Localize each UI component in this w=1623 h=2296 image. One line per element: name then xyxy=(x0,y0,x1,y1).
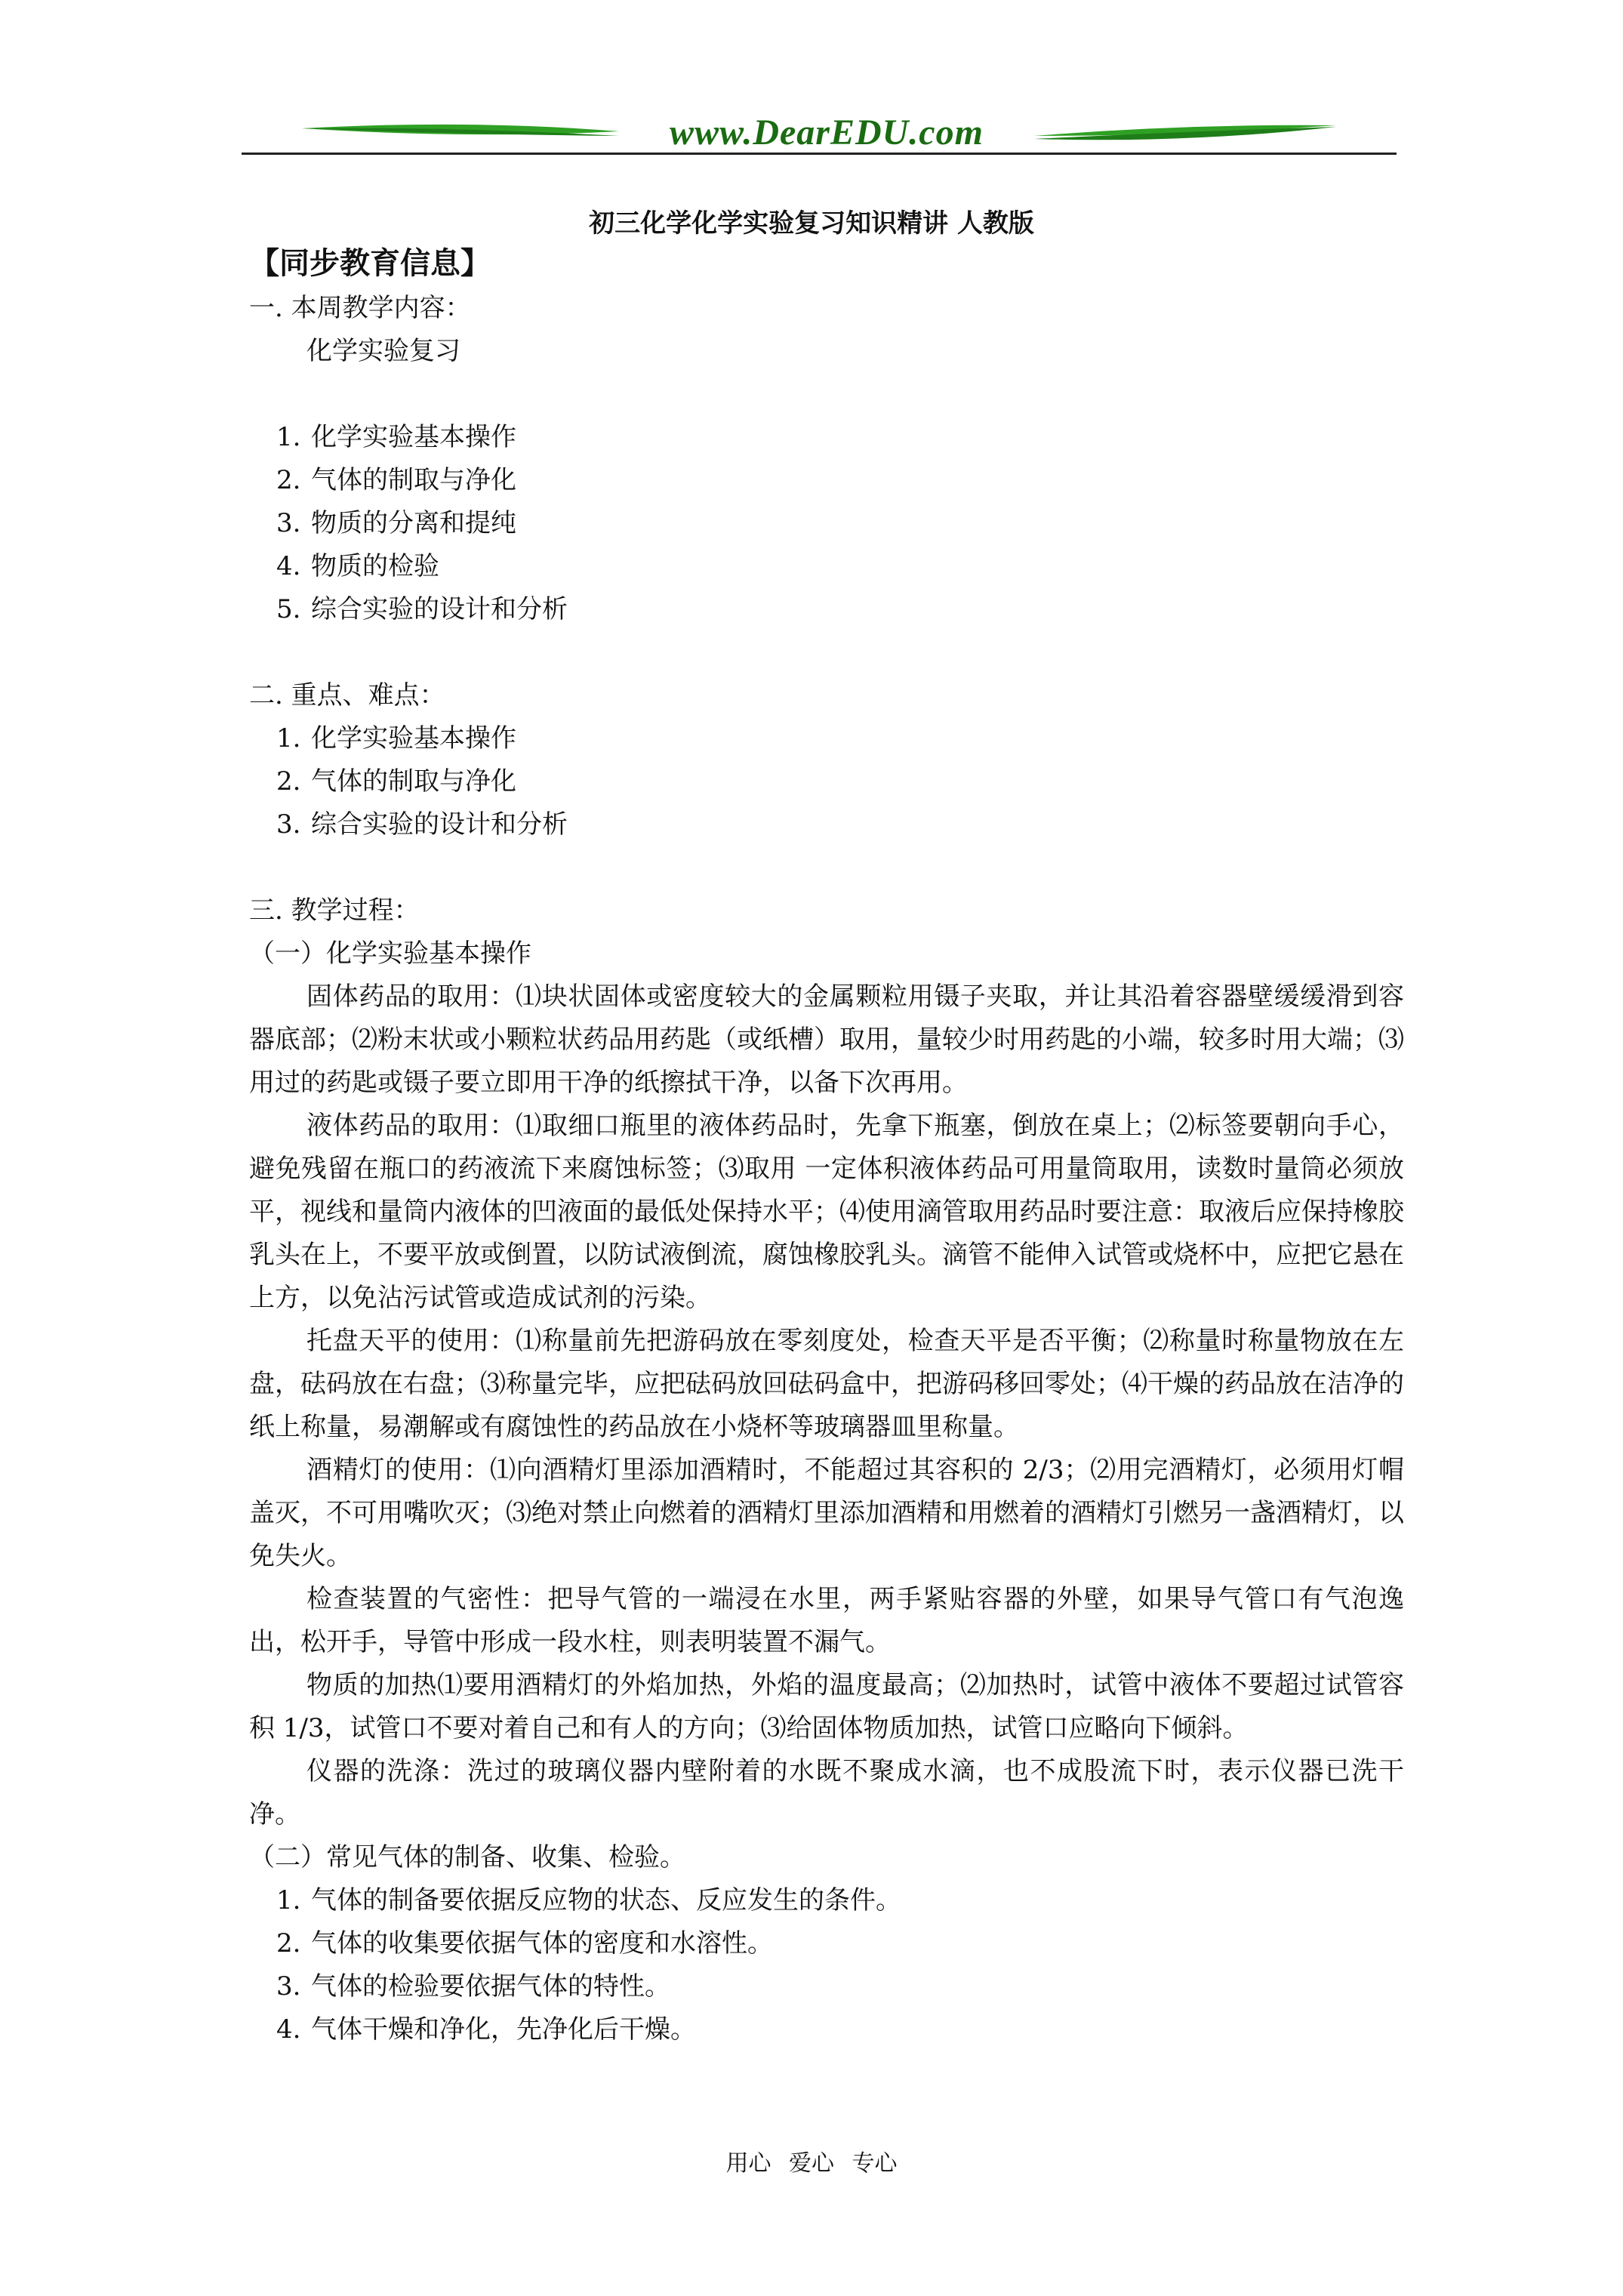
spacer xyxy=(249,631,1404,674)
paragraph: 酒精灯的使用：⑴向酒精灯里添加酒精时，不能超过其容积的 2/3；⑵用完酒精灯，必须用灯帽盖灭，不可用嘴吹灭；⑶绝对禁止向燃着的酒精灯里添加酒精和用燃着的酒精灯引燃另一盏酒精灯，以免失火。 xyxy=(249,1455,1404,1571)
list-item: 2. 气体的制取与净化 xyxy=(276,465,516,495)
paragraph: 物质的加热⑴要用酒精灯的外焰加热，外焰的温度最高；⑵加热时，试管中液体不要超过试管容积 1/3，试管口不要对着自己和有人的方向；⑶给固体物质加热，试管口应略向下倾斜。 xyxy=(249,1670,1404,1743)
paragraph: 液体药品的取用：⑴取细口瓶里的液体药品时，先拿下瓶塞，倒放在桌上；⑵标签要朝向手心，避免残留在瓶口的药液流下来腐蚀标签；⑶取用 一定体积液体药品可用量筒取用，读数时量筒必须放平，视线和量筒内液体的凹液面的最低处保持水平；⑷使用滴管取用药品时要注意：取液后应保持橡胶乳头在上，不要平放或倒置，以防试液倒流，腐蚀橡胶乳头。滴管不能伸入试管或烧杯中，应把它悬在上方，以免沾污试管或造成试剂的污染。 xyxy=(249,1111,1404,1313)
list-item: 1. 化学实验基本操作 xyxy=(276,723,516,754)
paragraph: 托盘天平的使用：⑴称量前先把游码放在零刻度处，检查天平是否平衡；⑵称量时称量物放在左盘，砝码放在右盘；⑶称量完毕，应把砝码放回砝码盒中，把游码移回零处；⑷干燥的药品放在洁净的纸上称量，易潮解或有腐蚀性的药品放在小烧杯等玻璃器皿里称量。 xyxy=(249,1326,1404,1442)
list-item: 2. 气体的收集要依据气体的密度和水溶性。 xyxy=(276,1928,773,1959)
paragraph: 仪器的洗涤：洗过的玻璃仪器内壁附着的水既不聚成水滴，也不成股流下时，表示仪器已洗干净。 xyxy=(249,1756,1404,1829)
spacer xyxy=(249,373,1404,416)
list-item: 5. 综合实验的设计和分析 xyxy=(276,594,568,624)
list-item: 4. 气体干燥和净化，先净化后干燥。 xyxy=(276,2014,696,2045)
list-item: 3. 物质的分离和提纯 xyxy=(276,508,516,538)
header-banner xyxy=(242,113,1397,159)
part1-heading: 一. 本周教学内容： xyxy=(249,293,471,323)
section-heading: 【同步教育信息】 xyxy=(249,245,491,281)
part2-heading: 二. 重点、难点： xyxy=(249,680,445,710)
page-footer: 用心 爱心 专心 xyxy=(725,2150,898,2177)
page-title: 初三化学化学实验复习知识精讲 人教版 xyxy=(589,208,1034,239)
list-item: 3. 综合实验的设计和分析 xyxy=(276,809,568,840)
part3-subsection-1: （一）化学实验基本操作 xyxy=(249,938,531,969)
paragraph: 检查装置的气密性：把导气管的一端浸在水里，两手紧贴容器的外壁，如果导气管口有气泡逸出，松开手，导管中形成一段水柱，则表明装置不漏气。 xyxy=(249,1584,1404,1657)
paragraph: 固体药品的取用：⑴块状固体或密度较大的金属颗粒用镊子夹取，并让其沿着容器壁缓缓滑到容器底部；⑵粉末状或小颗粒状药品用药匙（或纸槽）取用，量较少时用药匙的小端，较多时用大端；⑶用过的药匙或镊子要立即用干净的纸擦拭干净，以备下次再用。 xyxy=(249,982,1404,1098)
list-item: 1. 气体的制备要依据反应物的状态、反应发生的条件。 xyxy=(276,1885,901,1915)
header-rule xyxy=(242,153,1397,155)
list-item: 1. 化学实验基本操作 xyxy=(276,422,516,452)
part2-list xyxy=(249,717,1404,846)
spacer xyxy=(249,846,1404,889)
part3-list xyxy=(249,1879,1404,2051)
list-item: 3. 气体的检验要依据气体的特性。 xyxy=(276,1971,670,2002)
part3-heading: 三. 教学过程： xyxy=(249,895,420,926)
part3-subsection-2: （二）常见气体的制备、收集、检验。 xyxy=(249,1842,685,1872)
part1-subheading: 化学实验复习 xyxy=(306,336,460,366)
part1-list xyxy=(249,416,1404,631)
list-item: 2. 气体的制取与净化 xyxy=(276,766,516,797)
list-item: 4. 物质的检验 xyxy=(276,551,439,581)
banner-logo-text: www.DearEDU.com xyxy=(670,112,984,153)
document-body xyxy=(249,240,1404,2051)
